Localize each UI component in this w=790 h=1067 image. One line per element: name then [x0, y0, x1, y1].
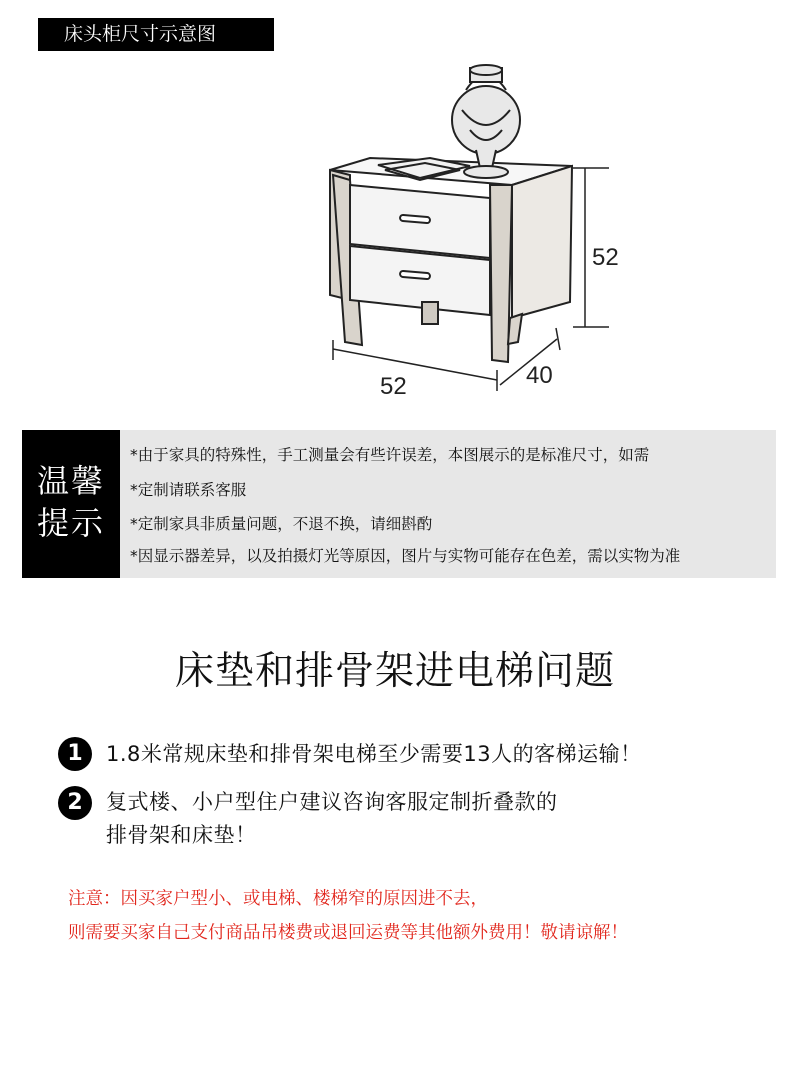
point-text-line1: 复式楼、小户型住户建议咨询客服定制折叠款的 [106, 790, 558, 814]
tip-item: *由于家具的特殊性，手工测量会有些许误差，本图展示的是标准尺寸，如需 [130, 446, 650, 464]
diagram-title: 床头柜尺寸示意图 [38, 18, 274, 51]
number-badge: 2 [58, 786, 92, 820]
tips-label [22, 430, 120, 578]
upper-drawer-handle [400, 215, 430, 224]
lower-drawer-handle [400, 271, 430, 280]
notice-line-2: 则需要买家自己支付商品吊楼费或退回运费等其他额外费用！敬请谅解！ [68, 923, 628, 943]
tip-item: *定制请联系客服 [130, 481, 247, 499]
depth-dimension-label: 40 [526, 362, 553, 389]
height-dimension-label: 52 [592, 244, 619, 271]
center-foot [422, 302, 438, 324]
tips-label-line2: 提示 [36, 504, 105, 542]
tip-item: *因显示器差异，以及拍摄灯光等原因，图片与实物可能存在色差，需以实物为准 [130, 547, 681, 565]
back-right-leg [508, 314, 522, 344]
point-text-line2: 排骨架和床垫！ [106, 823, 257, 847]
width-dimension-label: 52 [380, 373, 407, 400]
tips-box [22, 430, 776, 578]
notice-line-1: 注意：因买家户型小、或电梯、楼梯窄的原因进不去， [68, 889, 488, 909]
tip-item: *定制家具非质量问题，不退不换，请细斟酌 [130, 515, 433, 533]
right-side-panel [512, 166, 572, 318]
nightstand-drawing [0, 55, 790, 415]
point-text: 1.8米常规床垫和排骨架电梯至少需要13人的客梯运输！ [106, 742, 642, 766]
section-heading: 床垫和排骨架进电梯问题 [174, 649, 615, 694]
point-text [106, 786, 558, 852]
tips-label-line1: 温馨 [36, 462, 105, 500]
number-badge: 1 [58, 737, 92, 771]
nightstand-illustration [330, 65, 572, 362]
